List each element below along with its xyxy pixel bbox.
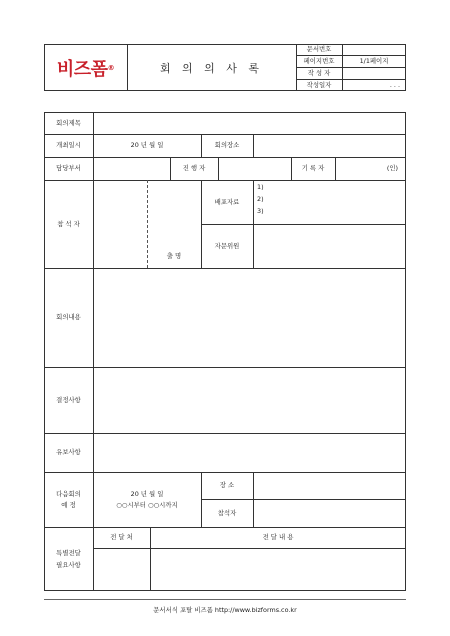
handouts-label: 배포자료	[214, 197, 240, 206]
next-attendees-field[interactable]	[254, 500, 405, 526]
brand-logo	[44, 44, 127, 91]
meta-value-date[interactable]: . . .	[389, 80, 400, 89]
recipient-field[interactable]	[94, 549, 149, 590]
special-delivery-label-line2: 필요사항	[56, 560, 81, 569]
meta-label-author: 작 성 자	[307, 68, 331, 77]
handout-item: 3)	[257, 207, 264, 215]
recipient-header: 전 달 처	[110, 533, 133, 542]
host-field[interactable]	[219, 158, 290, 179]
special-delivery-label	[44, 527, 93, 591]
recorder-label: 기 록 자	[301, 164, 325, 173]
next-meeting-datetime[interactable]	[93, 472, 201, 527]
meta-value-author[interactable]	[342, 67, 406, 79]
next-meeting-label	[44, 472, 93, 527]
pending-field[interactable]	[94, 434, 405, 471]
attendance-count: 출 명	[166, 251, 182, 260]
date-value[interactable]: 20 년 월 일	[130, 141, 164, 150]
decision-field[interactable]	[94, 368, 405, 432]
next-meeting-label-line1: 다음회의	[56, 489, 81, 498]
message-header: 전 달 내 용	[262, 533, 294, 542]
dept-field[interactable]	[94, 158, 169, 179]
meeting-title-label: 회의제목	[56, 118, 81, 127]
next-meeting-label-line2: 예 정	[61, 501, 76, 509]
special-delivery-label-line1: 특별전달	[56, 549, 81, 558]
place-label: 회의장소	[214, 141, 240, 150]
decision-label: 결정사항	[56, 395, 81, 404]
meeting-title-field[interactable]	[94, 113, 405, 133]
handout-item: 1)	[257, 183, 264, 191]
handouts-list[interactable]	[257, 184, 397, 222]
meta-label-date: 작성일자	[306, 80, 332, 89]
handout-item: 2)	[257, 195, 264, 203]
advisors-label: 자문위원	[214, 241, 240, 250]
registered-mark: ®	[107, 63, 115, 72]
place-field[interactable]	[254, 135, 405, 156]
attendees-list-field[interactable]	[94, 181, 200, 247]
logo-text: 비즈폼	[56, 58, 108, 80]
next-place-label: 장 소	[219, 481, 235, 490]
message-field[interactable]	[151, 549, 405, 590]
next-attendees-label: 참석자	[217, 508, 237, 517]
date-label: 개최일시	[56, 141, 81, 150]
footer-text: 문서서식 포탈 비즈폼 http://www.bizforms.co.kr	[153, 605, 297, 614]
next-meeting-time: ○○시부터 ○○시까지	[116, 501, 178, 509]
meta-value-doc-no[interactable]	[342, 44, 406, 55]
footer-rule	[44, 599, 406, 600]
meta-label-doc-no: 문서번호	[306, 45, 332, 54]
attendees-label: 참 석 자	[57, 219, 80, 228]
content-field[interactable]	[94, 269, 405, 366]
host-label: 진 행 자	[182, 164, 206, 173]
seal-mark: (인)	[386, 164, 398, 173]
meta-value-page-no: 1/1페이지	[359, 56, 389, 65]
content-label: 회의내용	[56, 313, 81, 322]
next-place-field[interactable]	[254, 473, 405, 498]
document-title: 회 의 의 사 록	[159, 61, 264, 75]
meta-label-page-no: 페이지번호	[303, 56, 335, 65]
next-meeting-date: 20 년 월 일	[130, 489, 164, 498]
dept-label: 담당부서	[56, 164, 81, 173]
pending-label: 유보사항	[56, 448, 81, 457]
advisors-field[interactable]	[254, 225, 405, 267]
